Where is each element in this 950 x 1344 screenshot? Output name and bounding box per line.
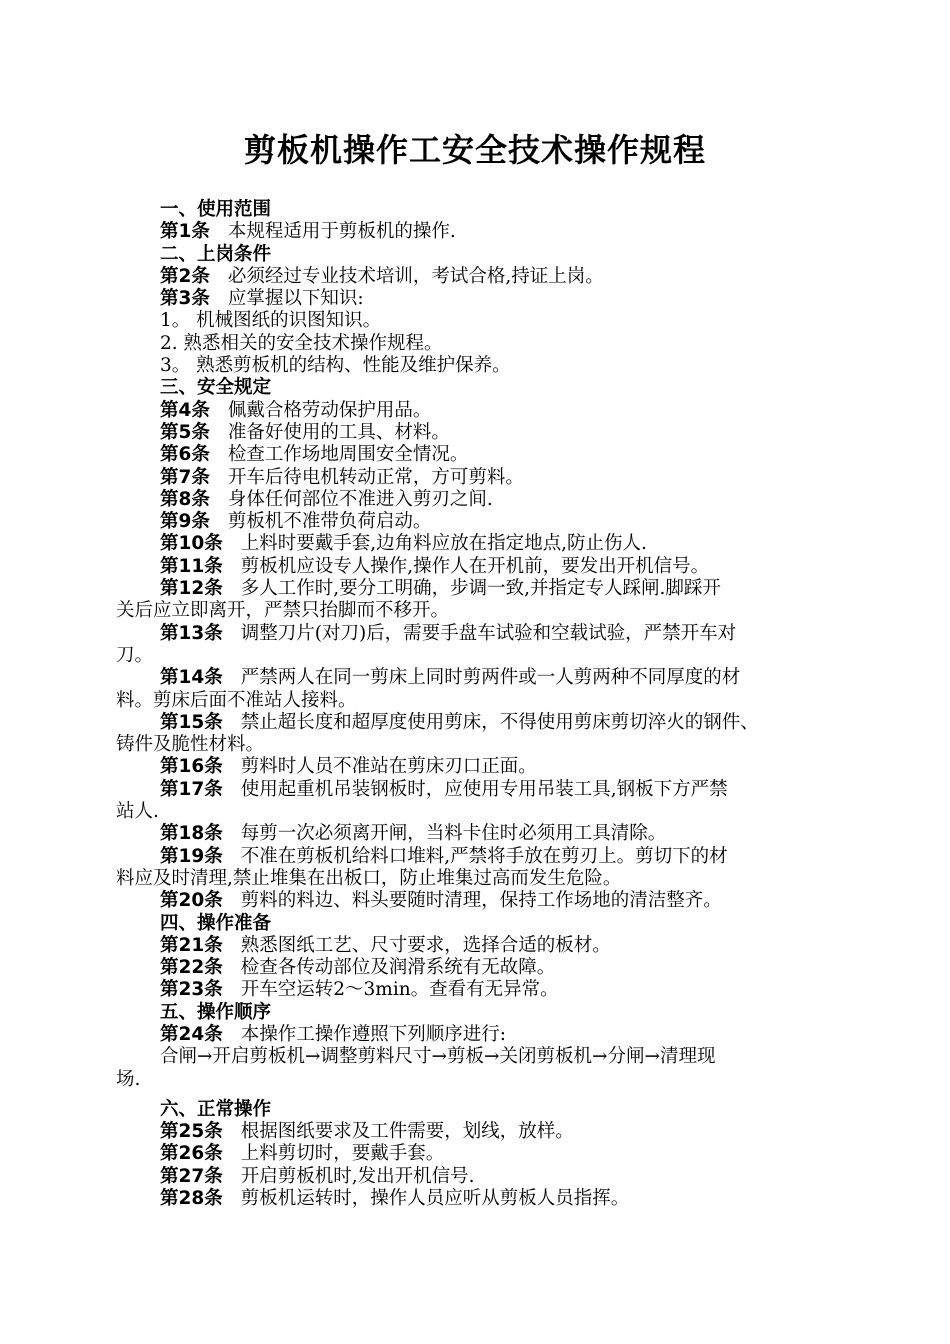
article-7 [116,467,876,489]
section-heading-safety: 三、安全规定 [160,377,272,399]
article-6 [116,444,876,466]
article-14-continued: 料。剪床后面不准站人接料。 [116,689,357,711]
article-text: 调整刀片(对刀)后，需要手盘车试验和空载试验，严禁开车对 [240,622,737,644]
article-text: 本操作工操作遵照下列顺序进行: [240,1023,506,1045]
article-text: 检查工作场地周围安全情况。 [227,444,469,466]
article-text: 检查各传动部位及润滑系统有无故障。 [240,957,556,979]
article-text: 开启剪板机时,发出开机信号. [240,1165,475,1187]
article-28 [116,1188,876,1210]
article-number: 第2条 [160,265,210,287]
article-number: 第26条 [160,1143,223,1165]
section-heading-sequence: 五、操作顺序 [160,1001,272,1023]
article-number: 第10条 [160,533,223,555]
article-text: 准备好使用的工具、材料。 [227,421,450,443]
article-text: 上料时要戴手套,边角料应放在指定地点,防止伤人. [240,533,647,555]
article-number: 第1条 [160,221,210,243]
article-number: 第7条 [160,466,210,488]
article-number: 第16条 [160,756,223,778]
article-text: 剪板机运转时，操作人员应听从剪板人员指挥。 [240,1188,630,1210]
section-heading-preparation: 四、操作准备 [160,912,272,934]
section-heading-normal-operation: 六、正常操作 [160,1098,272,1120]
article-text: 开车后待电机转动正常，方可剪料。 [227,466,524,488]
article-text: 多人工作时,要分工明确，步调一致,并指定专人踩闸.脚踩开 [240,578,721,600]
article-number: 第15条 [160,711,223,733]
knowledge-item-3: 3。 熟悉剪板机的结构、性能及维护保养。 [160,355,511,377]
article-number: 第25条 [160,1121,223,1143]
article-24 [116,1024,876,1046]
article-17 [116,779,876,801]
article-number: 第5条 [160,421,210,443]
article-8 [116,489,876,511]
article-18 [116,823,876,845]
section-heading-requirements: 二、上岗条件 [160,243,272,265]
article-19 [116,846,876,868]
article-10 [116,533,876,555]
article-text: 剪料时人员不准站在剪床刃口正面。 [240,756,537,778]
article-number: 第13条 [160,622,223,644]
document-body [116,199,876,1210]
knowledge-item-2: 2. 熟悉相关的安全技术操作规程。 [160,332,443,354]
article-text: 剪料的料边、料头要随时清理，保持工作场地的清洁整齐。 [240,890,722,912]
article-text: 身体任何部位不准进入剪刃之间. [227,488,493,510]
article-27 [116,1166,876,1188]
article-text: 使用起重机吊装钢板时，应使用专用吊装工具,钢板下方严禁 [240,778,728,800]
article-15-continued: 铸件及脆性材料。 [116,734,265,756]
article-number: 第19条 [160,845,223,867]
article-17-continued: 站人. [116,801,159,823]
article-9 [116,511,876,533]
article-23 [116,979,876,1001]
document-title: 剪板机操作工安全技术操作规程 [243,131,706,169]
article-3 [116,288,876,310]
article-text: 根据图纸要求及工件需要，划线，放样。 [240,1121,574,1143]
article-number: 第18条 [160,823,223,845]
article-number: 第9条 [160,511,210,533]
article-21 [116,935,876,957]
article-number: 第24条 [160,1023,223,1045]
article-text: 熟悉图纸工艺、尺寸要求，选择合适的板材。 [240,934,611,956]
article-text: 剪板机不准带负荷启动。 [227,511,432,533]
article-text: 禁止超长度和超厚度使用剪床，不得使用剪床剪切淬火的钢件、 [240,711,759,733]
knowledge-item-1: 1。 机械图纸的识图知识。 [160,310,382,332]
article-number: 第12条 [160,578,223,600]
article-12-continued: 关后应立即离开，严禁只抬脚而不移开。 [116,600,450,622]
article-11 [116,556,876,578]
article-25 [116,1121,876,1143]
article-20 [116,890,876,912]
article-22 [116,957,876,979]
article-text: 剪板机应设专人操作,操作人在开机前，要发出开机信号。 [240,555,710,577]
section-heading-scope: 一、使用范围 [160,199,272,220]
article-number: 第22条 [160,957,223,979]
article-14 [116,667,876,689]
article-number: 第11条 [160,555,223,577]
article-number: 第8条 [160,488,210,510]
article-number: 第17条 [160,778,223,800]
article-13-continued: 刀。 [116,644,154,666]
article-number: 第27条 [160,1165,223,1187]
operation-flow: 合闸→开启剪板机→调整剪料尺寸→剪板→关闭剪板机→分闸→清理现 [160,1046,716,1068]
article-26 [116,1143,876,1165]
article-1 [116,221,876,243]
article-text: 不准在剪板机给料口堆料,严禁将手放在剪刃上。剪切下的材 [240,845,728,867]
article-number: 第14条 [160,667,223,689]
article-text: 开车空运转2～3min。查看有无异常。 [240,979,559,1001]
article-number: 第3条 [160,288,210,310]
article-2 [116,266,876,288]
article-13 [116,623,876,645]
article-19-continued: 料应及时清理,禁止堆集在出板口，防止堆集过高而发生危险。 [116,867,622,889]
article-text: 上料剪切时，要戴手套。 [240,1143,445,1165]
article-4 [116,400,876,422]
article-text: 佩戴合格劳动保护用品。 [227,399,432,421]
article-5 [116,422,876,444]
article-number: 第28条 [160,1188,223,1210]
article-text: 每剪一次必须离开闸，当料卡住时必须用工具清除。 [240,823,667,845]
article-text: 应掌握以下知识: [227,288,364,310]
article-number: 第4条 [160,399,210,421]
article-text: 本规程适用于剪板机的操作. [227,221,456,243]
operation-flow-continued: 场. [116,1068,141,1090]
article-16 [116,756,876,778]
article-number: 第20条 [160,890,223,912]
article-text: 严禁两人在同一剪床上同时剪两件或一人剪两种不同厚度的材 [240,667,741,689]
article-text: 必须经过专业技术培训，考试合格,持证上岗。 [227,265,604,287]
article-15 [116,712,876,734]
article-12 [116,578,876,600]
article-number: 第6条 [160,444,210,466]
article-number: 第23条 [160,979,223,1001]
article-number: 第21条 [160,934,223,956]
